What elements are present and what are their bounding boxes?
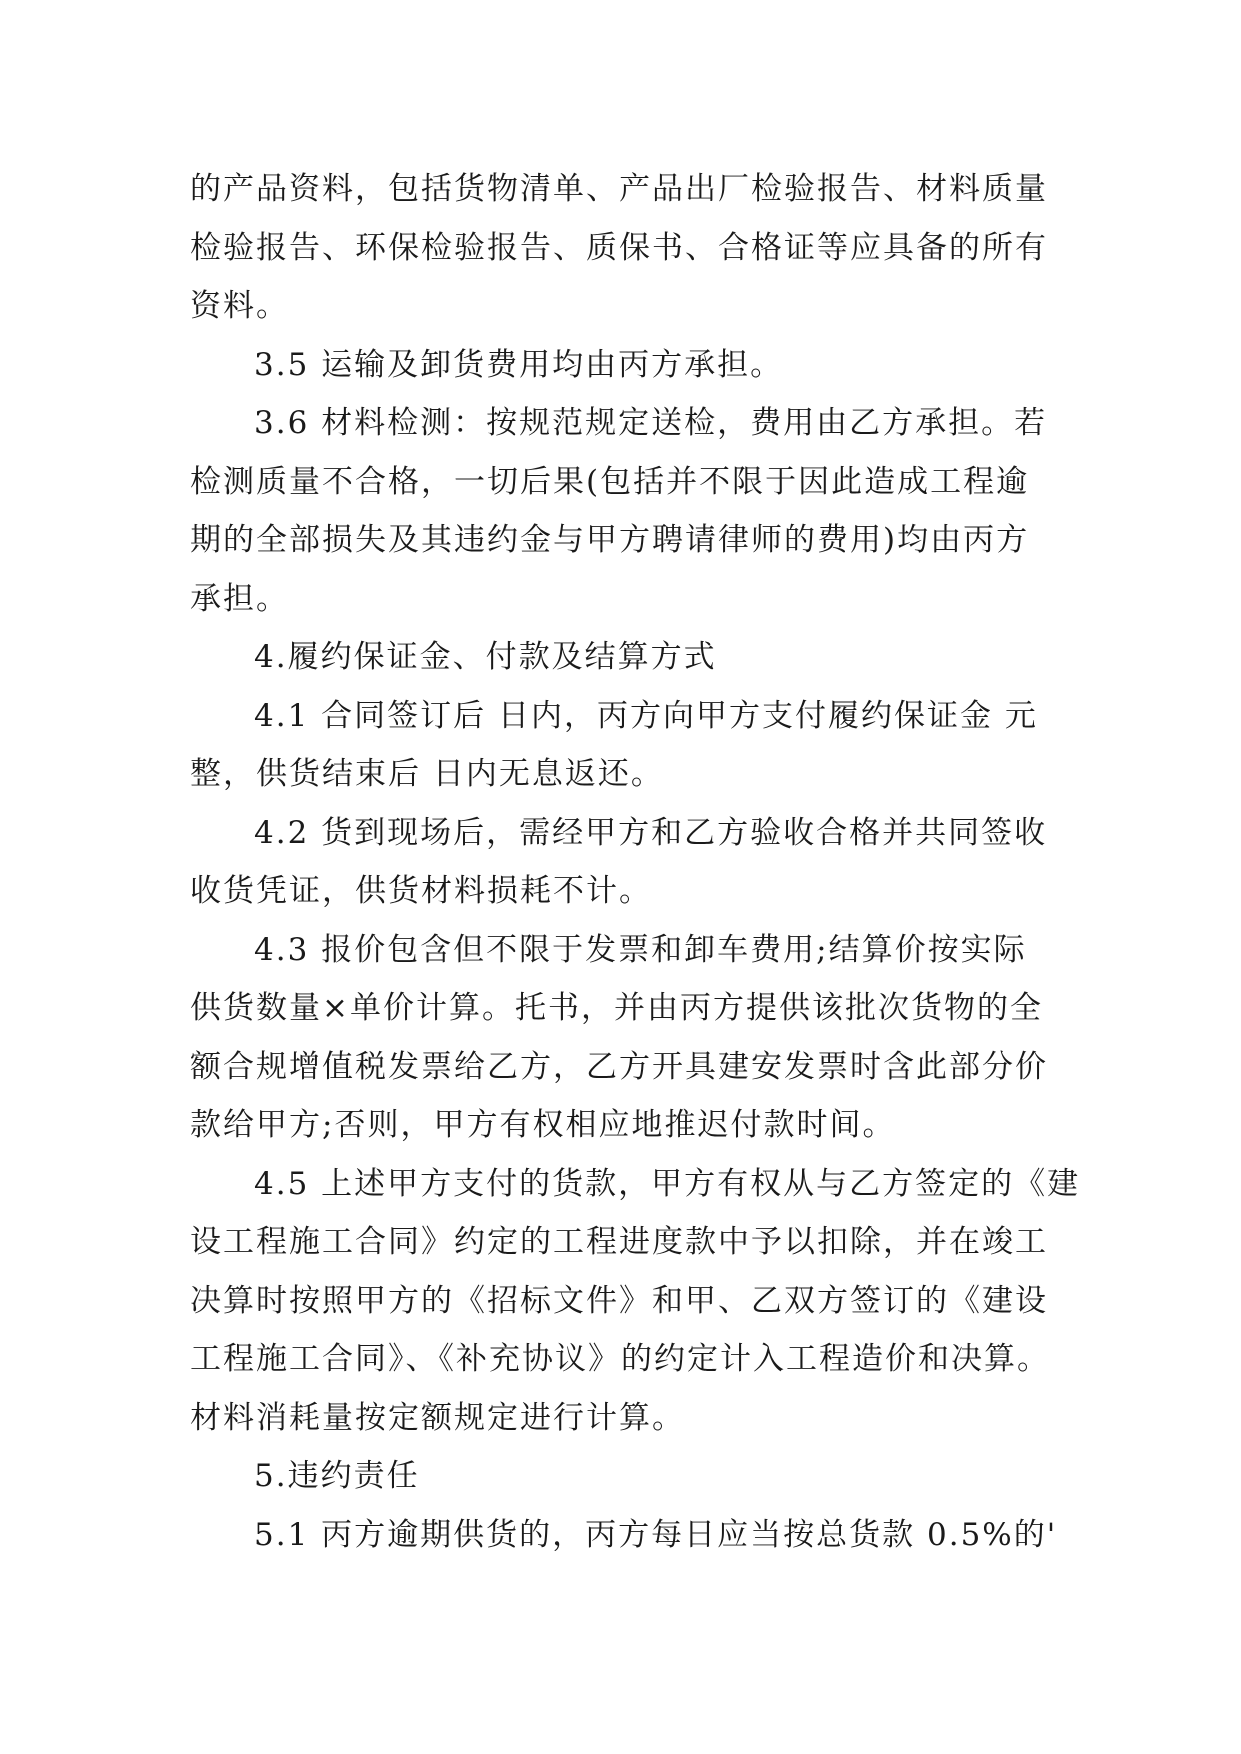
text-line: 承担。 [190,580,289,617]
text-line: 4.1 合同签订后 日内，丙方向甲方支付履约保证金 元 [254,697,1038,734]
text-line: 检测质量不合格，一切后果(包括并不限于因此造成工程逾 [190,463,1030,500]
text-line: 期的全部损失及其违约金与甲方聘请律师的费用)均由丙方 [190,522,1030,558]
text-line: 的产品资料，包括货物清单、产品出厂检验报告、材料质量 [190,171,1048,207]
text-line: 检验报告、环保检验报告、质保书、合格证等应具备的所有 [190,229,1048,266]
text-line: 资料。 [190,288,289,324]
text-line: 款给甲方;否则，甲方有权相应地推迟付款时间。 [190,1107,896,1143]
text-line: 5.违约责任 [254,1458,420,1494]
section-heading-4 [190,628,1070,687]
text-line: 4.3 报价包含但不限于发票和卸车费用;结算价按实际 [254,931,1027,968]
paragraph-4-5 [190,1155,1081,1448]
text-line: 3.5 运输及卸货费用均由丙方承担。 [254,346,784,383]
text-line: 工程施工合同》、《补充协议》的约定计入工程造价和决算。 [190,1341,1050,1377]
text-line: 4.2 货到现场后，需经甲方和乙方验收合格并共同签收 [254,814,1048,851]
paragraph-5-1 [190,1506,1070,1565]
paragraph-4-3 [190,921,1070,1155]
text-line: 5.1 丙方逾期供货的，丙方每日应当按总货款 0.5%的' [254,1516,1058,1553]
document-body [190,160,1081,1564]
text-line: 供货数量×单价计算。托书，并由丙方提供该批次货物的全 [190,990,1043,1026]
text-line: 4.履约保证金、付款及结算方式 [254,639,717,675]
paragraph-3-6 [190,394,1070,628]
text-line: 收货凭证，供货材料损耗不计。 [190,873,652,909]
paragraph-4-1 [190,687,1070,804]
paragraph-product-docs [190,160,1070,336]
text-line: 4.5 上述甲方支付的货款，甲方有权从与乙方签定的《建 [254,1165,1081,1202]
paragraph-4-2 [190,804,1070,921]
text-line: 额合规增值税发票给乙方，乙方开具建安发票时含此部分价 [190,1048,1048,1085]
section-heading-5 [190,1447,1070,1506]
text-line: 决算时按照甲方的《招标文件》和甲、乙双方签订的《建设 [190,1282,1048,1319]
text-line: 设工程施工合同》约定的工程进度款中予以扣除，并在竣工 [190,1224,1048,1260]
text-line: 整，供货结束后 日内无息返还。 [190,756,664,792]
paragraph-3-5 [190,336,1070,395]
text-line: 材料消耗量按定额规定进行计算。 [190,1399,685,1436]
text-line: 3.6 材料检测：按规范规定送检，费用由乙方承担。若 [254,405,1048,441]
